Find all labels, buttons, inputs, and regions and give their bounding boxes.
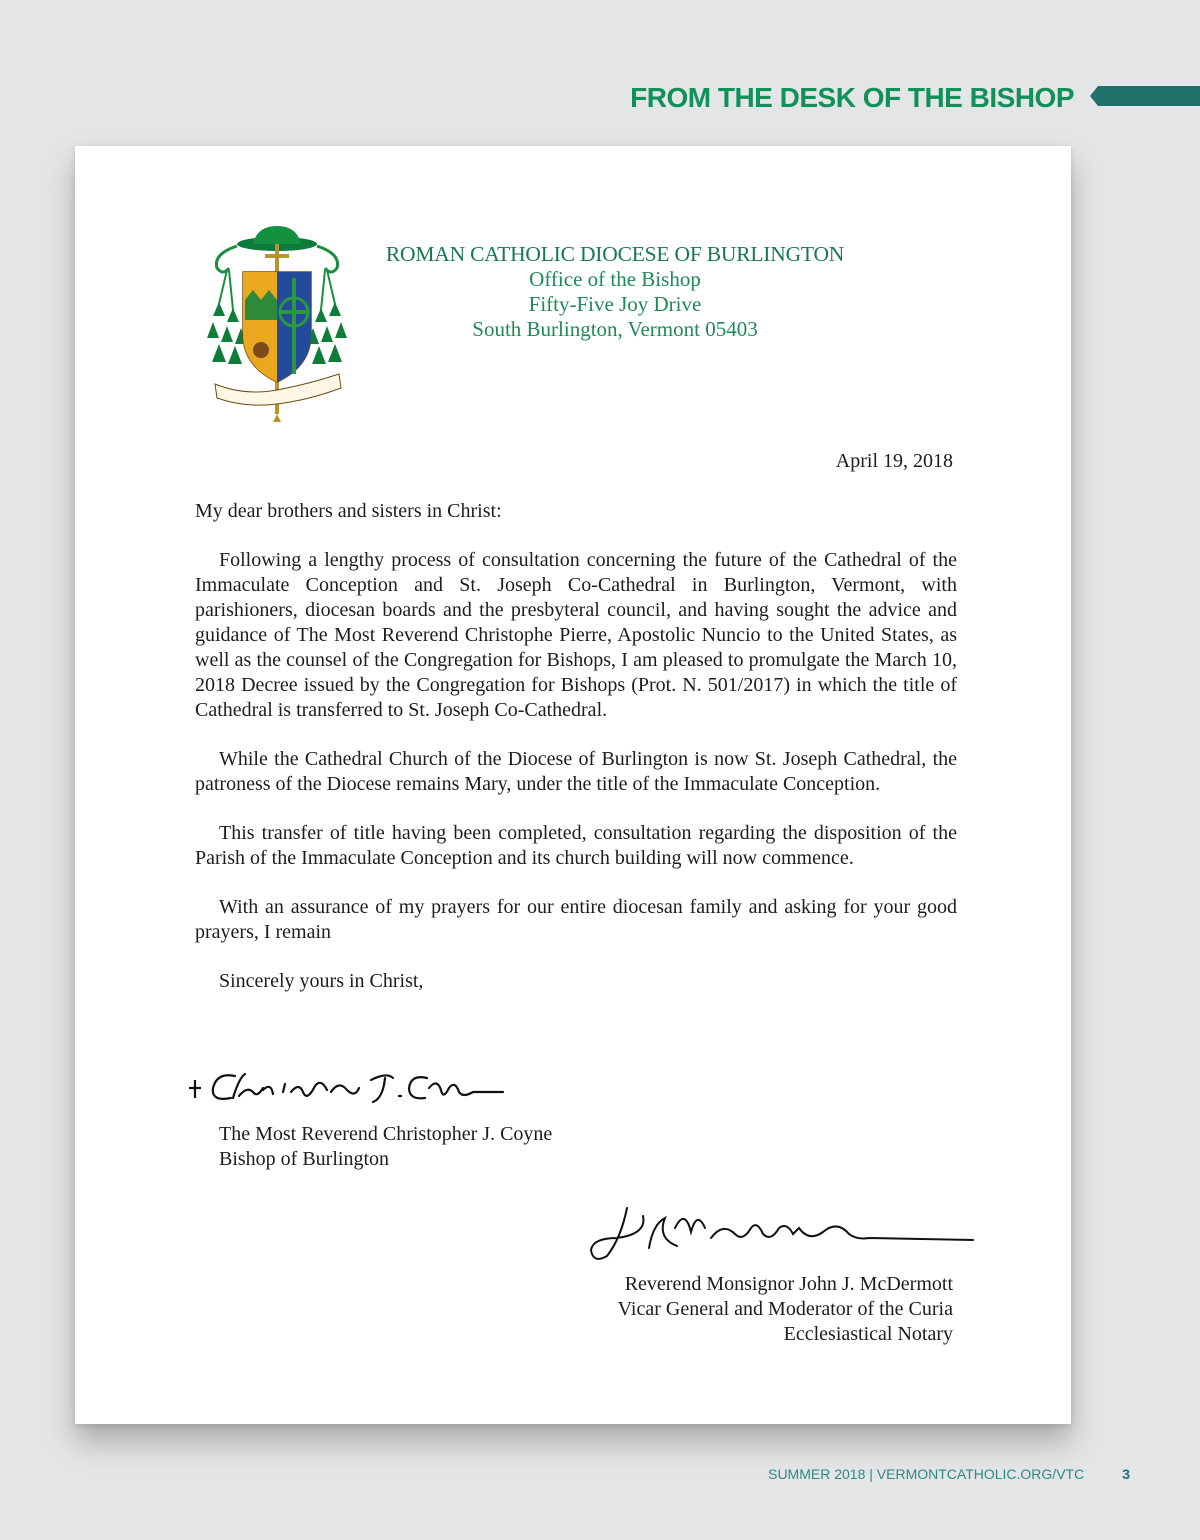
street-address: Fifty-Five Joy Drive (528, 292, 702, 316)
office-name: Office of the Bishop (529, 267, 701, 291)
signer-title: Vicar General and Moderator of the Curia (617, 1298, 953, 1320)
signer-name: The Most Reverend Christopher J. Coyne (219, 1123, 553, 1145)
vicar-signature-icon (587, 1198, 977, 1270)
salutation: My dear brothers and sisters in Christ: (195, 500, 502, 522)
letter-date: April 19, 2018 (835, 450, 953, 472)
signer-title: Bishop of Burlington (219, 1148, 390, 1170)
closing: Sincerely yours in Christ, (219, 970, 424, 992)
footer-issue: SUMMER 2018 | VERMONTCATHOLIC.ORG/VTC (768, 1466, 1085, 1482)
signer-vicar (618, 1272, 953, 1347)
signer-name: Reverend Monsignor John J. McDermott (624, 1273, 953, 1295)
bishop-signature-icon (187, 1058, 507, 1120)
section-title: FROM THE DESK OF THE BISHOP (630, 82, 1074, 113)
organization-name: ROMAN CATHOLIC DIOCESE OF BURLINGTON (385, 242, 845, 266)
section-header (0, 80, 1200, 116)
paragraph: With an assurance of my prayers for our entire diocesan family and asking for your good prayers, I remain (195, 896, 957, 943)
page-footer (768, 1466, 1130, 1482)
letterhead (365, 242, 865, 342)
letter-body (195, 499, 957, 994)
signer-bishop (219, 1122, 552, 1172)
header-tab-arrow-icon (1090, 86, 1200, 106)
paragraph: This transfer of title having been completed, consultation regarding the disposition of the Parish of the Immaculate Conception and its church building will now commence. (195, 822, 957, 869)
city-address: South Burlington, Vermont 05403 (472, 317, 758, 341)
paragraph: Following a lengthy process of consultation concerning the future of the Cathedral of the Immaculate Conception and St. Joseph Co-Cathedral in Burlington, Vermont, with parishioners, diocesan boards and the presbyteral council, and having sought the advice and guidance of The Most Reverend Christophe Pierre, Apostolic Nuncio to the United States, as well as the counsel of the Congregation for Bishops, I am pleased to promulgate the March 10, 2018 Decree issued by the Congregation for Bishops (Prot. N. 501/2017) in which the title of Cathedral is transferred to St. Joseph Co-Cathedral. (195, 549, 957, 721)
letter-page (75, 146, 1071, 1424)
paragraph: While the Cathedral Church of the Diocese of Burlington is now St. Joseph Cathedral, the patroness of the Diocese remains Mary, under the title of the Immaculate Conception. (195, 748, 957, 795)
signer-title: Ecclesiastical Notary (783, 1323, 953, 1345)
coat-of-arms-icon (205, 224, 349, 424)
page-number: 3 (1122, 1466, 1130, 1482)
